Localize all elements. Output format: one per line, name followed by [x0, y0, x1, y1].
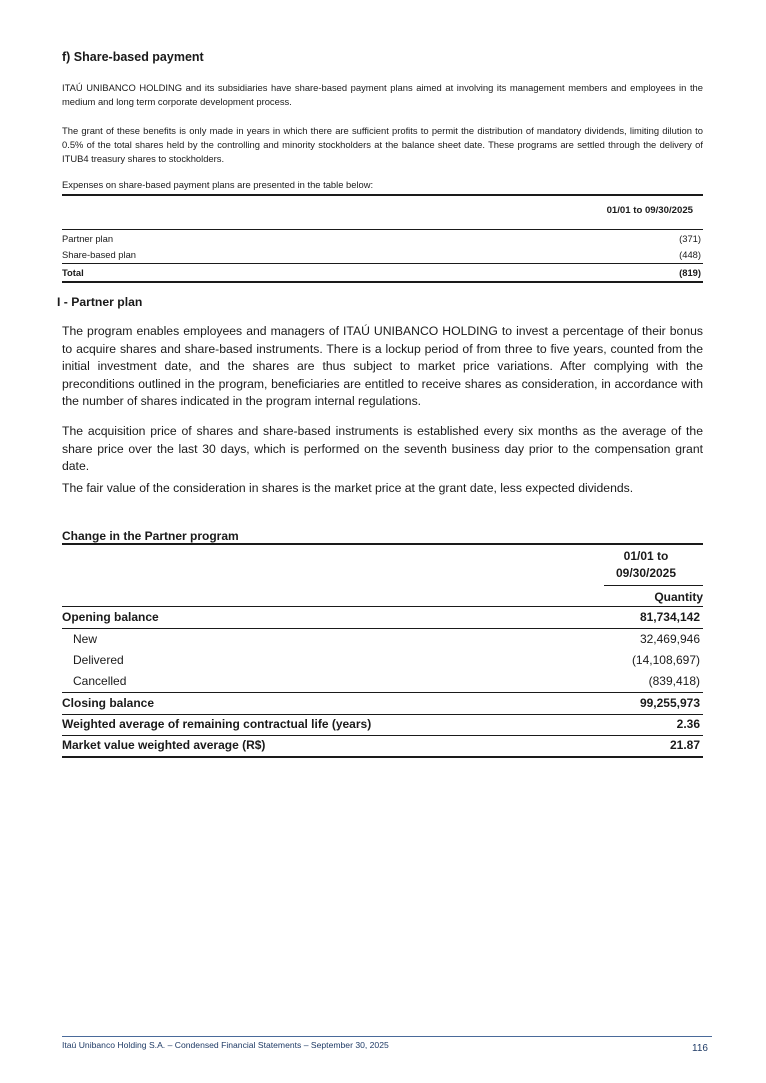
- table-row: [62, 629, 703, 650]
- row-value: 21.87: [669, 738, 700, 752]
- partner-paragraph-3: The fair value of the consideration in shares is the market price at the grant date, less expected dividends.: [62, 481, 634, 495]
- period-header-line2: 09/30/2025: [615, 566, 677, 580]
- expense-period-header: 01/01 to 09/30/2025: [606, 205, 693, 216]
- change-table-title: Change in the Partner program: [62, 529, 239, 543]
- row-label: Opening balance: [62, 610, 159, 624]
- row-label: Delivered: [73, 653, 124, 667]
- total-value: (819): [679, 267, 701, 278]
- table-row: [62, 671, 703, 692]
- header-rule: [62, 229, 703, 230]
- opening-row: [62, 607, 703, 628]
- page-number: 116: [692, 1043, 708, 1054]
- row-label: Market value weighted average (R$): [62, 738, 266, 752]
- row-value: 99,255,973: [639, 696, 700, 710]
- closing-row: [62, 693, 703, 714]
- row-value: (14,108,697): [631, 653, 700, 667]
- row-label: Partner plan: [62, 233, 114, 244]
- row-label: Weighted average of remaining contractual life (years): [62, 717, 372, 731]
- row-value: (371): [679, 233, 701, 244]
- row-value: (839,418): [648, 674, 700, 688]
- row-label: Share-based plan: [62, 249, 137, 260]
- partner-paragraph-2: The acquisition price of shares and share-based instruments is established every six months as the average of the share price over the last 30 days, which is performed on the seventh business day prior to the compensation grant date.: [62, 424, 703, 473]
- period-header-line1: 01/01 to: [623, 549, 669, 563]
- table-bottom-rule: [62, 281, 703, 283]
- footer-rule: [62, 1036, 712, 1037]
- table-top-rule: [62, 194, 703, 196]
- table-bottom-rule: [62, 756, 703, 758]
- total-label: Total: [62, 267, 84, 278]
- market-value-row: [62, 735, 703, 756]
- row-value: 81,734,142: [639, 610, 700, 624]
- row-value: 2.36: [676, 717, 700, 731]
- intro-paragraph-3: Expenses on share-based payment plans are presented in the table below:: [62, 179, 374, 190]
- intro-paragraph-1: ITAÚ UNIBANCO HOLDING and its subsidiaries have share-based payment plans aimed at involving its management members and employees in the medium and long term corporate development process.: [62, 82, 703, 107]
- row-value: 32,469,946: [639, 632, 700, 646]
- partner-paragraph-1: The program enables employees and managers of ITAÚ UNIBANCO HOLDING to invest a percentage of their bonus to acquire shares and share-based instruments. There is a lockup period of from three to five years, counted from the initial investment date, and the shares are thus subject to market price variations. After complying with the preconditions outlined in the program, beneficiaries are entitled to receive shares as consideration, in accordance with the number of shares indicated in the program internal regulations.: [62, 324, 703, 408]
- period-header-rule: [604, 585, 703, 586]
- table-row: [62, 650, 703, 671]
- row-label: New: [73, 632, 98, 646]
- row-label: Cancelled: [73, 674, 127, 688]
- wavg-life-row: [62, 714, 703, 735]
- row-label: Closing balance: [62, 696, 155, 710]
- section-title: f) Share-based payment: [62, 50, 204, 64]
- total-rule: [62, 263, 703, 264]
- intro-paragraph-2: The grant of these benefits is only made in years in which there are sufficient profits to permit the distribution of mandatory dividends, limiting dilution to 0.5% of the total shares held by the controlling and minority stockholders at the balance sheet date. These programs are settled through the delivery of ITUB4 treasury shares to stockholders.: [62, 125, 703, 164]
- row-value: (448): [679, 249, 701, 260]
- quantity-header: Quantity: [654, 590, 703, 604]
- footer-text: Itaú Unibanco Holding S.A. – Condensed Financial Statements – September 30, 2025: [62, 1040, 389, 1050]
- partner-plan-title: I - Partner plan: [57, 295, 143, 309]
- table-top-rule: [62, 543, 703, 545]
